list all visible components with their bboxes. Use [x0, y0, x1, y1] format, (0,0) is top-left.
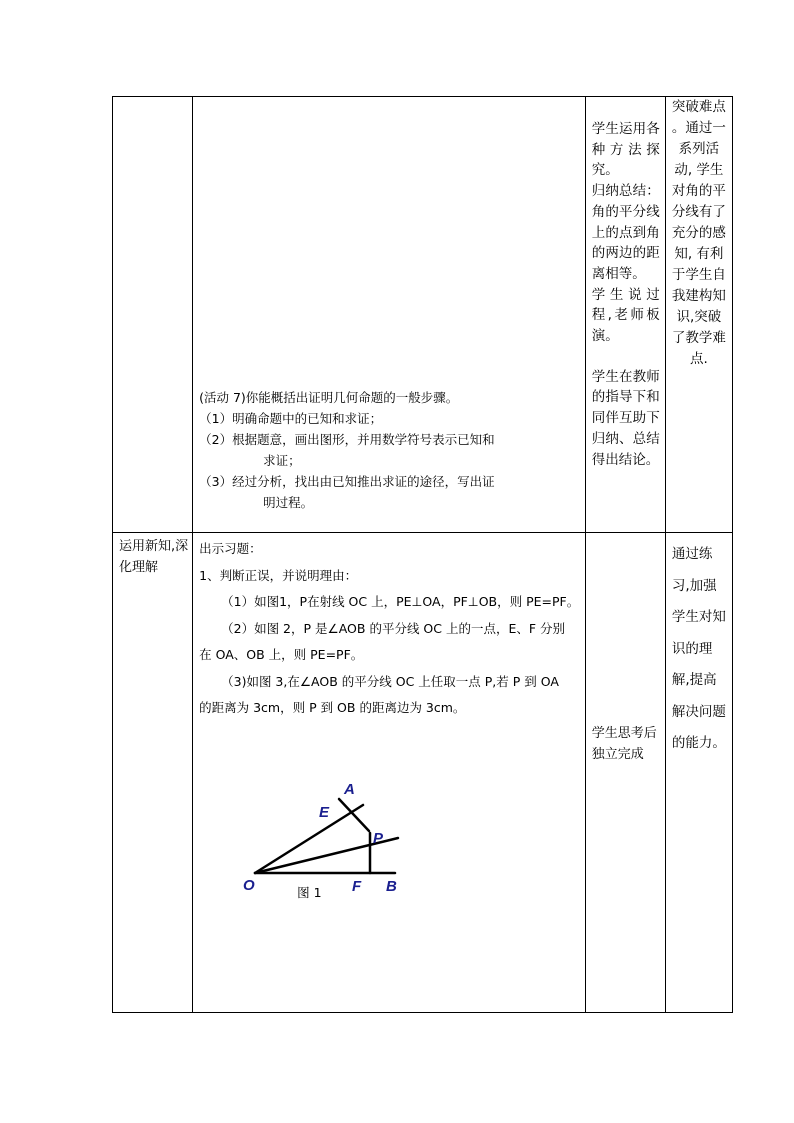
label-e: E: [319, 804, 330, 822]
intent-cell: [665, 533, 732, 1013]
label-p: P: [373, 830, 384, 848]
student-activity-3: 学生说过程,老师板演。: [591, 286, 660, 345]
intent-text: 突破难点 。通过一系列活动, 学生对角的平分线有了充分的感知, 有利于学生自我建构知识,突破了教学难点.: [671, 99, 726, 367]
activity-title: (活动 7)你能概括出证明几何命题的一般步骤。: [199, 390, 459, 405]
student-activity-cell: [585, 533, 665, 1013]
exercise-item-3-cont: 的距离为 3cm，则 P 到 OB 的距离边为 3cm。: [199, 700, 466, 716]
step-3-cont: 明过程。: [263, 495, 314, 510]
segment-pe: [339, 799, 369, 831]
table-row: [113, 97, 733, 533]
ray-oa: [255, 805, 363, 873]
stage-label: 运用新知,深化理解: [119, 539, 189, 576]
label-o: O: [243, 877, 255, 895]
student-activity-1: 学生运用各种方法探究。: [591, 121, 660, 179]
exercise-item-2: （2）如图 2，P 是∠AOB 的平分线 OC 上的一点，E、F 分别: [221, 620, 566, 636]
exercise-item-2-cont: 在 OA、OB 上，则 PE=PF。: [199, 647, 364, 663]
stage-cell: [113, 533, 193, 1013]
content-cell: [193, 97, 586, 533]
spacer: [592, 347, 660, 367]
table-row: [113, 533, 733, 1013]
activity-7: [199, 387, 579, 513]
step-2-cont: 求证；: [263, 453, 301, 468]
step-2: （2）根据题意，画出图形，并用数学符号表示已知和: [199, 432, 495, 447]
exercise-cell: [193, 533, 586, 1013]
angle-bisector-figure: [233, 723, 433, 898]
student-activity-text: [592, 119, 660, 470]
stage-cell-empty: [113, 97, 193, 533]
student-activity-2: 归纳总结：角的平分线上的点到角的两边的距离相等。: [591, 183, 660, 282]
exercise-intro: 出示习题：: [199, 541, 262, 557]
figure-caption: 图 1: [297, 885, 322, 901]
step-3: （3）经过分析，找出由已知推出求证的途径，写出证: [199, 474, 495, 489]
student-activity-text: 学生思考后独立完成: [591, 726, 657, 763]
student-activity-cell: [585, 97, 665, 533]
exercise-question: 1、判断正误，并说明理由：: [199, 567, 358, 583]
lesson-plan-table: [112, 96, 733, 1013]
label-f: F: [352, 878, 362, 896]
student-activity-4: 学生在教师的指导下和同伴互助下归纳、总结得出结论。: [591, 368, 660, 468]
intent-text: 通过练习,加强学生对知识的理解,提高解决问题的能力。: [671, 546, 726, 752]
intent-cell: [665, 97, 732, 533]
exercise-item-3: （3)如图 3,在∠AOB 的平分线 OC 上任取一点 P,若 P 到 OA: [221, 673, 559, 689]
step-1: （1）明确命题中的已知和求证；: [199, 411, 383, 426]
exercise-item-1: （1）如图1，P在射线 OC 上，PE⊥OA，PF⊥OB，则 PE=PF。: [221, 594, 580, 610]
label-a: A: [344, 781, 355, 799]
label-b: B: [386, 878, 397, 896]
exercise-text: [199, 536, 584, 722]
